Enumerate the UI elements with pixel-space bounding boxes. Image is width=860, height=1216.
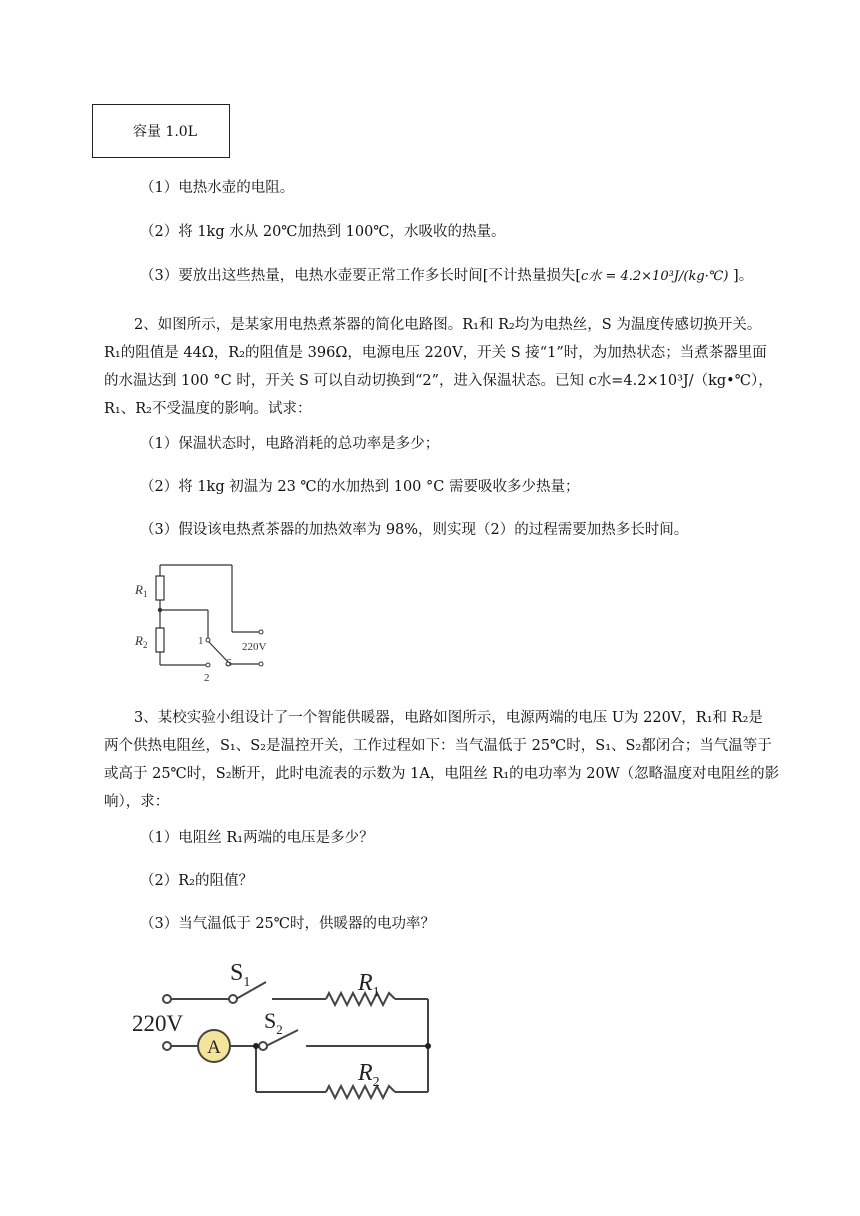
q3-sub1: （1）电阻丝 R₁两端的电压是多少？ bbox=[140, 830, 374, 846]
q3-s1-label: $S_1$ bbox=[230, 960, 251, 990]
q3-s2-label: $S_2$ bbox=[264, 1008, 283, 1037]
q2-line4: R₁、R₂不受温度的影响。试求： bbox=[104, 401, 312, 417]
q2-line3: 的水温达到 100 °C 时，开关 S 可以自动切换到“2”，进入保温状态。已知 c水=4.2×10³J/（kg•℃）， bbox=[104, 373, 773, 389]
q1-sub2: （2）将 1kg 水从 20℃加热到 100℃，水吸收的热量。 bbox=[140, 224, 506, 240]
q2-line1: 2、如图所示，是某家用电热煮茶器的简化电路图。R₁和 R₂均为电热丝，S 为温度传感切换开关。 bbox=[134, 317, 762, 333]
q3-line1: 3、某校实验小组设计了一个智能供暖器，电路如图所示，电源两端的电压 U为 220V，R₁和 R₂是 bbox=[134, 710, 763, 726]
q2-circuit-svg bbox=[128, 560, 288, 686]
q3-line4: 响），求： bbox=[104, 794, 170, 810]
q2-voltage-label: 220V bbox=[242, 641, 267, 653]
q3-r1-label: $R_1$ bbox=[358, 970, 380, 1000]
q3-line3: 或高于 25℃时，S₂断开，此时电流表的示数为 1A，电阻丝 R₁的电功率为 20W（忽略温度对电阻丝的影 bbox=[104, 766, 780, 782]
q2-sub2: （2）将 1kg 初温为 23 ℃的水加热到 100 °C 需要吸收多少热量； bbox=[140, 479, 580, 495]
q3-circuit-diagram bbox=[130, 952, 440, 1102]
q3-voltage-label: 220V bbox=[132, 1011, 184, 1036]
q3-line2: 两个供热电阻丝，S₁、S₂是温控开关，工作过程如下：当气温低于 25℃时，S₁、S₂都闭合；当气温等于 bbox=[104, 738, 772, 754]
q2-r1-label: $R_1$ bbox=[135, 582, 148, 599]
q1-sub3 bbox=[140, 266, 753, 287]
ammeter-label: A bbox=[207, 1037, 221, 1058]
q3-r2-label: $R_2$ bbox=[358, 1060, 380, 1090]
q1-sub1: （1）电热水壶的电阻。 bbox=[140, 180, 295, 196]
q3-sub3: （3）当气温低于 25℃时，供暖器的电功率？ bbox=[140, 916, 436, 932]
q1-sub3-text: （3）要放出这些热量，电热水壶要正常工作多长时间[不计热量损失[ bbox=[140, 268, 582, 284]
q2-r2-label: $R_2$ bbox=[135, 633, 148, 650]
q2-switch-label: S bbox=[226, 657, 233, 669]
q3-sub2: （2）R₂的阻值？ bbox=[140, 873, 253, 889]
q2-sub1: （1）保温状态时，电路消耗的总功率是多少； bbox=[140, 436, 440, 452]
q3-circuit-svg bbox=[130, 952, 440, 1102]
q2-line2: R₁的阻值是 44Ω，R₂的阻值是 396Ω，电源电压 220V，开关 S 接“1”时，为加热状态；当煮茶器里面 bbox=[104, 345, 767, 361]
q2-sub3: （3）假设该电热煮茶器的加热效率为 98%，则实现（2）的过程需要加热多长时间。 bbox=[140, 522, 689, 538]
capacity-table-cell bbox=[92, 104, 230, 158]
q1-sub3-formula: c水 = 4.2×10³J/(kg·℃) bbox=[581, 269, 729, 284]
q2-circuit-diagram bbox=[128, 560, 288, 686]
q2-terminal-2: 2 bbox=[204, 672, 210, 684]
q2-terminal-1: 1 bbox=[198, 635, 204, 647]
capacity-text: 容量 1.0L bbox=[133, 124, 198, 140]
q1-sub3-end: ]。 bbox=[728, 268, 754, 284]
